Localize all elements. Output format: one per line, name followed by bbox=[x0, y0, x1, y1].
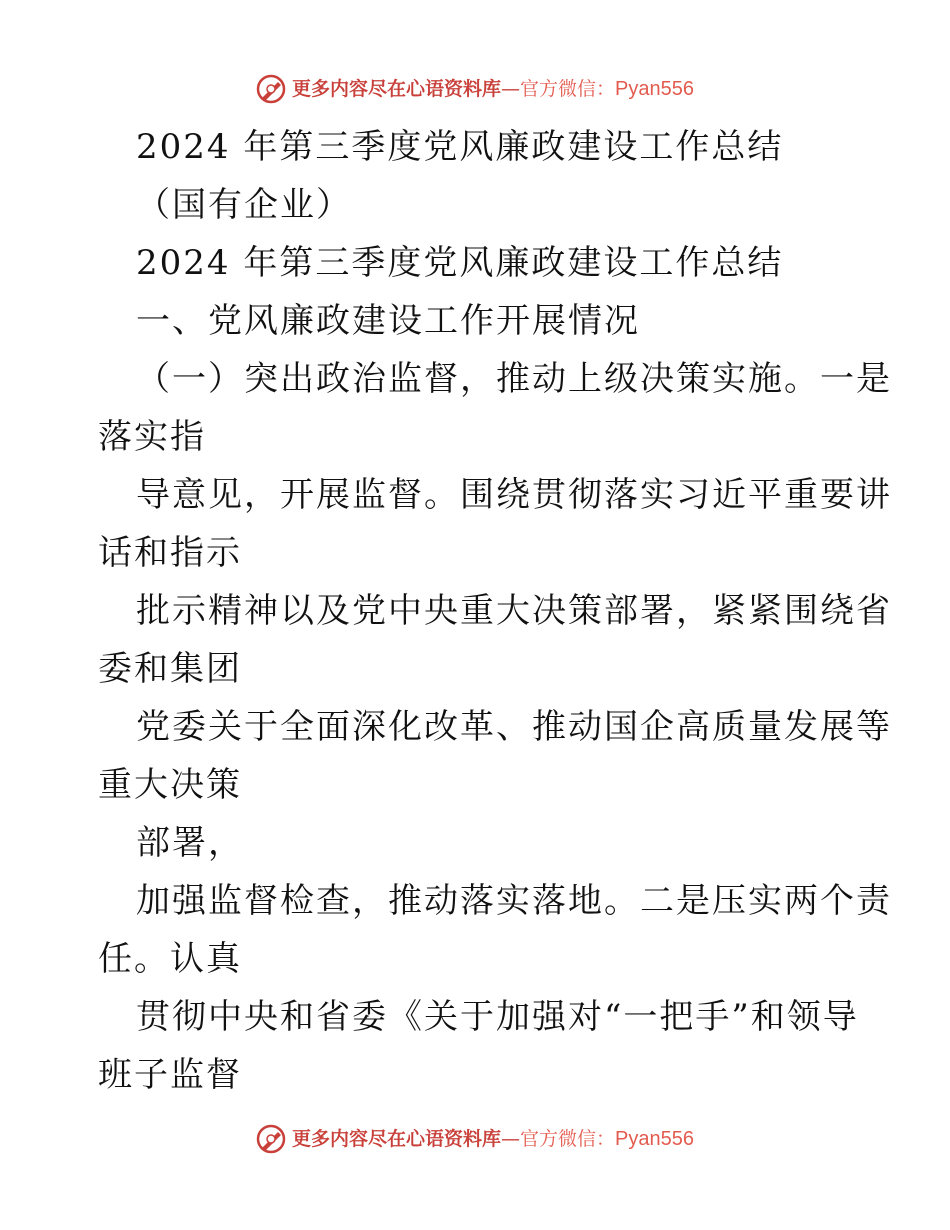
watermark-wechat-id: Pyan556 bbox=[615, 78, 694, 100]
section-title: 2024 年第三季度党风廉政建设工作总结 bbox=[136, 243, 784, 283]
paragraph-line: 部署， bbox=[136, 823, 244, 863]
document-subtitle: （国有企业） bbox=[136, 185, 352, 225]
paragraph-line: 话和指示 bbox=[98, 533, 242, 573]
paragraph-line: 委和集团 bbox=[98, 649, 242, 689]
document-title: 2024 年第三季度党风廉政建设工作总结 bbox=[136, 127, 784, 167]
pen-logo-icon bbox=[256, 74, 286, 104]
watermark-sub-text: 官方微信： bbox=[520, 78, 616, 100]
document-body bbox=[98, 118, 892, 1104]
paragraph-line: 贯彻中央和省委《关于加强对“一把手”和领导 bbox=[136, 997, 859, 1037]
footer-watermark bbox=[0, 1124, 950, 1154]
pen-logo-icon bbox=[256, 1124, 286, 1154]
watermark-main-text: 更多内容尽在心语资料库 bbox=[292, 78, 502, 100]
watermark-separator: — bbox=[501, 78, 521, 100]
watermark-main-text: 更多内容尽在心语资料库 bbox=[292, 1128, 502, 1150]
paragraph-line: 任。认真 bbox=[98, 939, 242, 979]
header-watermark bbox=[0, 74, 950, 104]
watermark-separator: — bbox=[501, 1128, 521, 1150]
paragraph-line: 班子监督 bbox=[98, 1055, 242, 1095]
paragraph-line: 党委关于全面深化改革、推动国企高质量发展等 bbox=[136, 707, 892, 747]
heading-one: 一、党风廉政建设工作开展情况 bbox=[136, 301, 640, 341]
paragraph-line: 重大决策 bbox=[98, 765, 242, 805]
paragraph-line: 加强监督检查，推动落实落地。二是压实两个责 bbox=[136, 881, 892, 921]
paragraph-line: （一）突出政治监督，推动上级决策实施。一是 bbox=[136, 359, 892, 399]
paragraph-line: 导意见，开展监督。围绕贯彻落实习近平重要讲 bbox=[136, 475, 892, 515]
paragraph-line: 落实指 bbox=[98, 417, 206, 457]
watermark-sub-text: 官方微信： bbox=[520, 1128, 616, 1150]
watermark-wechat-id: Pyan556 bbox=[615, 1128, 694, 1150]
paragraph-line: 批示精神以及党中央重大决策部署，紧紧围绕省 bbox=[136, 591, 892, 631]
